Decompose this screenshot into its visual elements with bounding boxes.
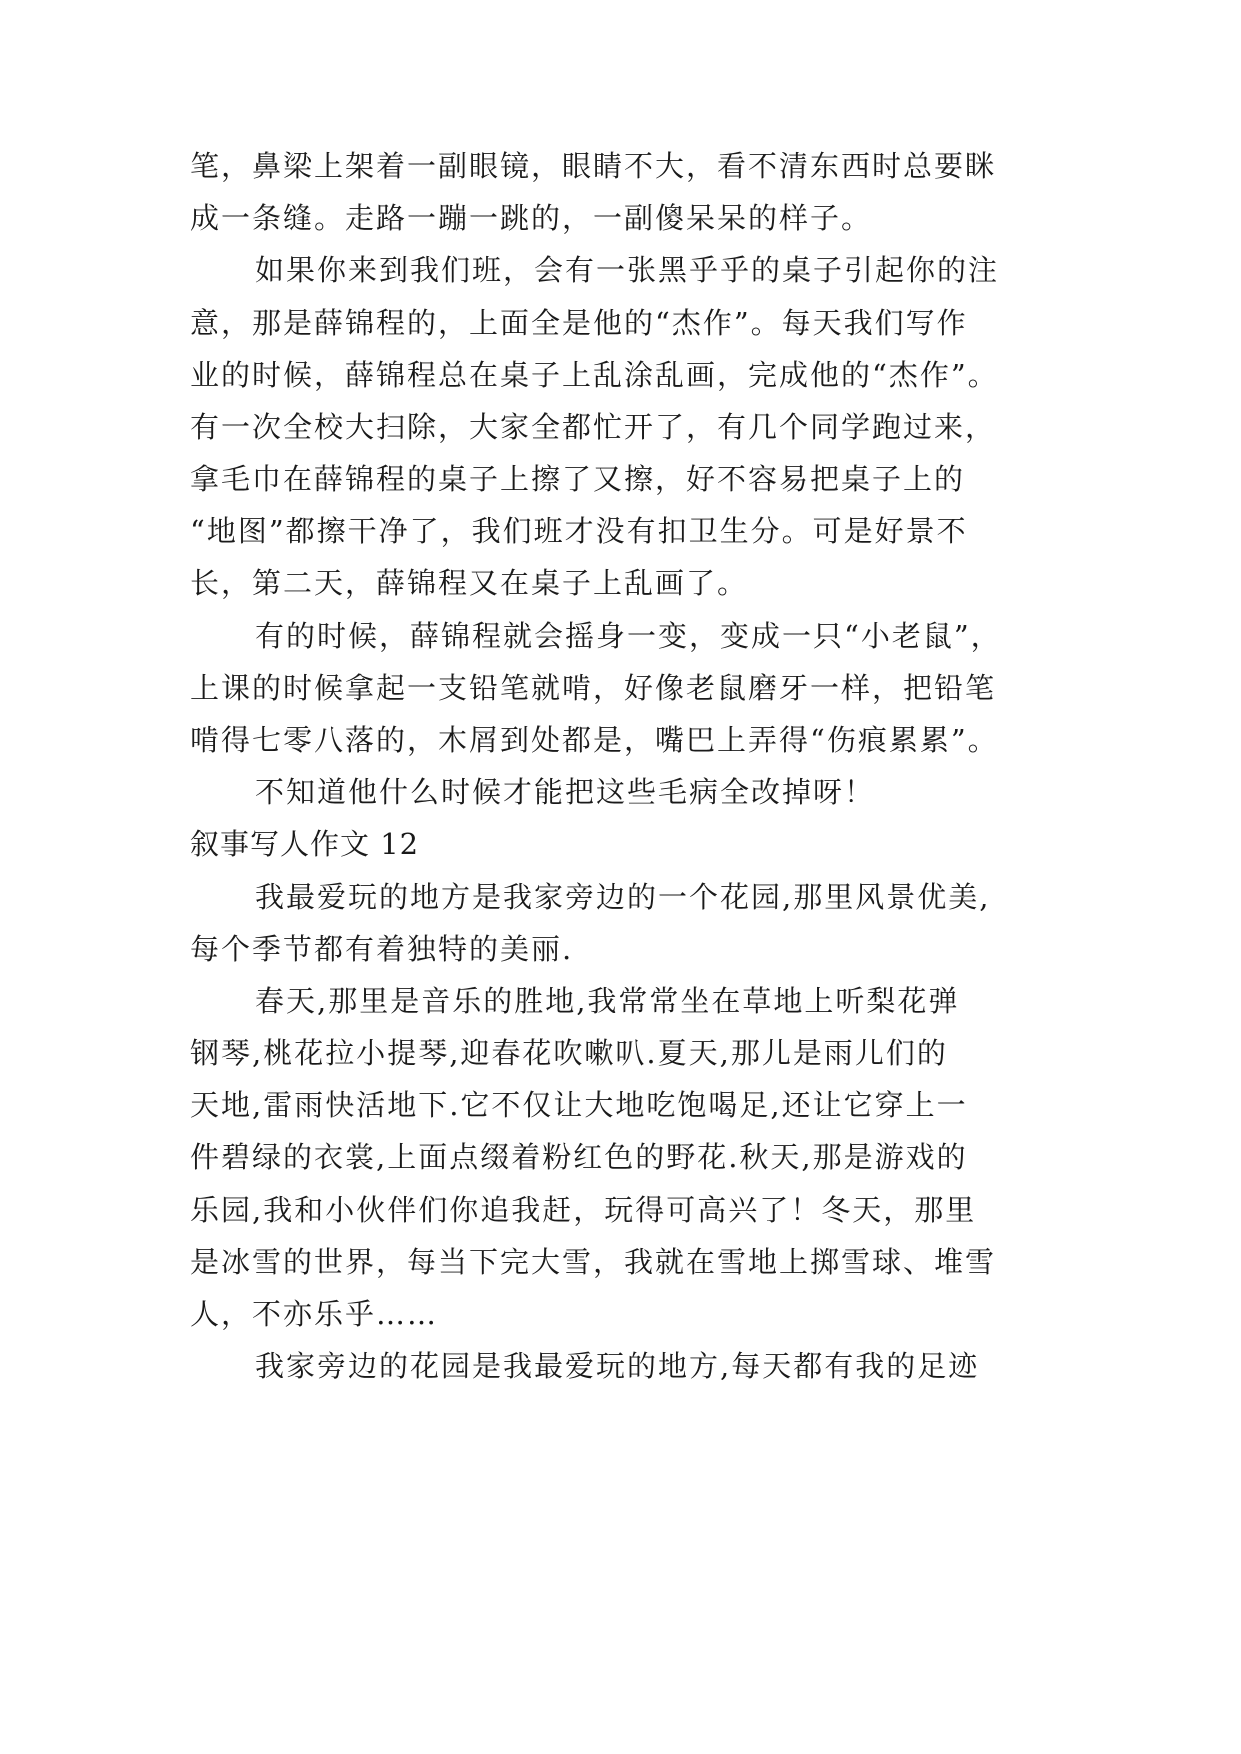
text-line: 天地,雷雨快活地下.它不仅让大地吃饱喝足,还让它穿上一: [190, 1088, 968, 1122]
text-line: 钢琴,桃花拉小提琴,迎春花吹嗽叭.夏天,那儿是雨儿们的: [190, 1036, 948, 1070]
text-line: 乐园,我和小伙伴们你追我赶，玩得可高兴了！冬天，那里: [190, 1193, 977, 1227]
paragraph-start-line: 有的时候，薛锦程就会摇身一变，变成一只“小老鼠”，: [255, 619, 1002, 653]
paragraph-start-line: 我家旁边的花园是我最爱玩的地方,每天都有我的足迹: [255, 1349, 980, 1383]
text-line: 成一条缝。走路一蹦一跳的，一副傻呆呆的样子。: [190, 201, 873, 235]
text-line: 长，第二天，薛锦程又在桌子上乱画了。: [190, 566, 749, 600]
text-line: 拿毛巾在薛锦程的桌子上擦了又擦，好不容易把桌子上的: [190, 462, 966, 496]
text-line: 人，不亦乐乎……: [190, 1297, 439, 1331]
text-line: 上课的时候拿起一支铅笔就啃，好像老鼠磨牙一样，把铅笔: [190, 671, 997, 705]
section-heading: 叙事写人作文 12: [190, 827, 420, 861]
paragraph-start-line: 我最爱玩的地方是我家旁边的一个花园,那里风景优美,: [255, 880, 991, 914]
text-line: 是冰雪的世界，每当下完大雪，我就在雪地上掷雪球、堆雪: [190, 1245, 997, 1279]
paragraph-start-line: 如果你来到我们班，会有一张黑乎乎的桌子引起你的注: [255, 253, 1000, 287]
text-line: 业的时候，薛锦程总在桌子上乱涂乱画，完成他的“杰作”。: [190, 358, 999, 392]
text-line: 每个季节都有着独特的美丽.: [190, 932, 574, 966]
text-line: “地图”都擦干净了，我们班才没有扣卫生分。可是好景不: [190, 514, 968, 548]
text-line: 有一次全校大扫除，大家全都忙开了，有几个同学跑过来，: [190, 410, 997, 444]
paragraph-start-line: 不知道他什么时候才能把这些毛病全改掉呀！: [255, 775, 876, 809]
text-line: 意，那是薛锦程的，上面全是他的“杰作”。每天我们写作: [190, 306, 968, 340]
text-line: 啃得七零八落的，木屑到处都是，嘴巴上弄得“伤痕累累”。: [190, 723, 999, 757]
paragraph-start-line: 春天,那里是音乐的胜地,我常常坐在草地上听梨花弹: [255, 984, 960, 1018]
text-line: 件碧绿的衣裳,上面点缀着粉红色的野花.秋天,那是游戏的: [190, 1140, 968, 1174]
text-line: 笔，鼻梁上架着一副眼镜，眼睛不大，看不清东西时总要眯: [190, 149, 997, 183]
